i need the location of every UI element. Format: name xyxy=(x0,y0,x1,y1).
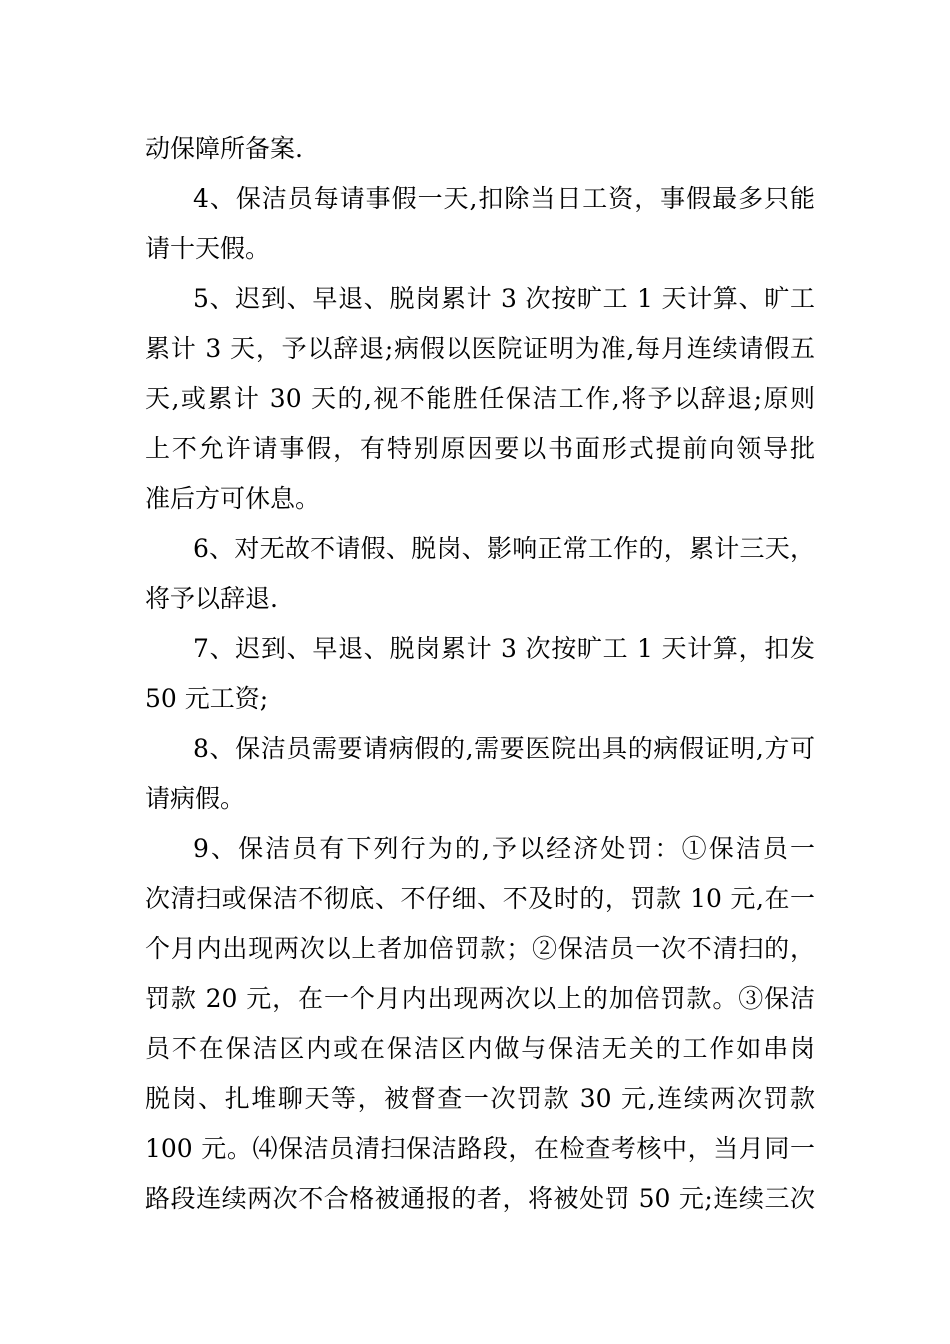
text-line: 准后方可休息。 xyxy=(145,484,321,513)
text-line: 100 元。⑷保洁员清扫保洁路段，在检查考核中，当月同一 xyxy=(145,1134,815,1163)
text-line: 50 元工资; xyxy=(145,684,269,713)
text-line: 路段连续两次不合格被通报的者，将被处罚 50 元;连续三次 xyxy=(145,1184,815,1213)
paragraph-first-line: 7、迟到、早退、脱岗累计 3 次按旷工 1 天计算，扣发 xyxy=(193,634,815,663)
paragraph-first-line: 4、保洁员每请事假一天,扣除当日工资，事假最多只能 xyxy=(193,184,815,213)
text-line: 累计 3 天，予以辞退;病假以医院证明为准,每月连续请假五 xyxy=(145,334,815,363)
paragraph-first-line: 9、保洁员有下列行为的,予以经济处罚：①保洁员一 xyxy=(193,834,815,863)
paragraph-first-line: 6、对无故不请假、脱岗、影响正常工作的，累计三天， xyxy=(193,534,815,563)
text-line: 请十天假。 xyxy=(145,234,271,263)
text-line: 罚款 20 元，在一个月内出现两次以上的加倍罚款。③保洁 xyxy=(145,984,815,1013)
text-line: 脱岗、扎堆聊天等，被督查一次罚款 30 元,连续两次罚款 xyxy=(145,1084,815,1113)
text-line: 次清扫或保洁不彻底、不仔细、不及时的，罚款 10 元,在一 xyxy=(145,884,815,913)
paragraph-first-line: 8、保洁员需要请病假的,需要医院出具的病假证明,方可 xyxy=(193,734,815,763)
text-line: 个月内出现两次以上者加倍罚款；②保洁员一次不清扫的， xyxy=(145,934,815,963)
text-line: 请病假。 xyxy=(145,784,246,813)
text-line: 上不允许请事假，有特别原因要以书面形式提前向领导批 xyxy=(145,434,815,463)
paragraph-first-line: 5、迟到、早退、脱岗累计 3 次按旷工 1 天计算、旷工 xyxy=(193,284,815,313)
text-line: 动保障所备案. xyxy=(145,134,303,163)
text-line: 天,或累计 30 天的,视不能胜任保洁工作,将予以辞退;原则 xyxy=(145,384,815,413)
text-line: 将予以辞退. xyxy=(145,584,278,613)
text-line: 员不在保洁区内或在保洁区内做与保洁无关的工作如串岗 xyxy=(145,1034,815,1063)
